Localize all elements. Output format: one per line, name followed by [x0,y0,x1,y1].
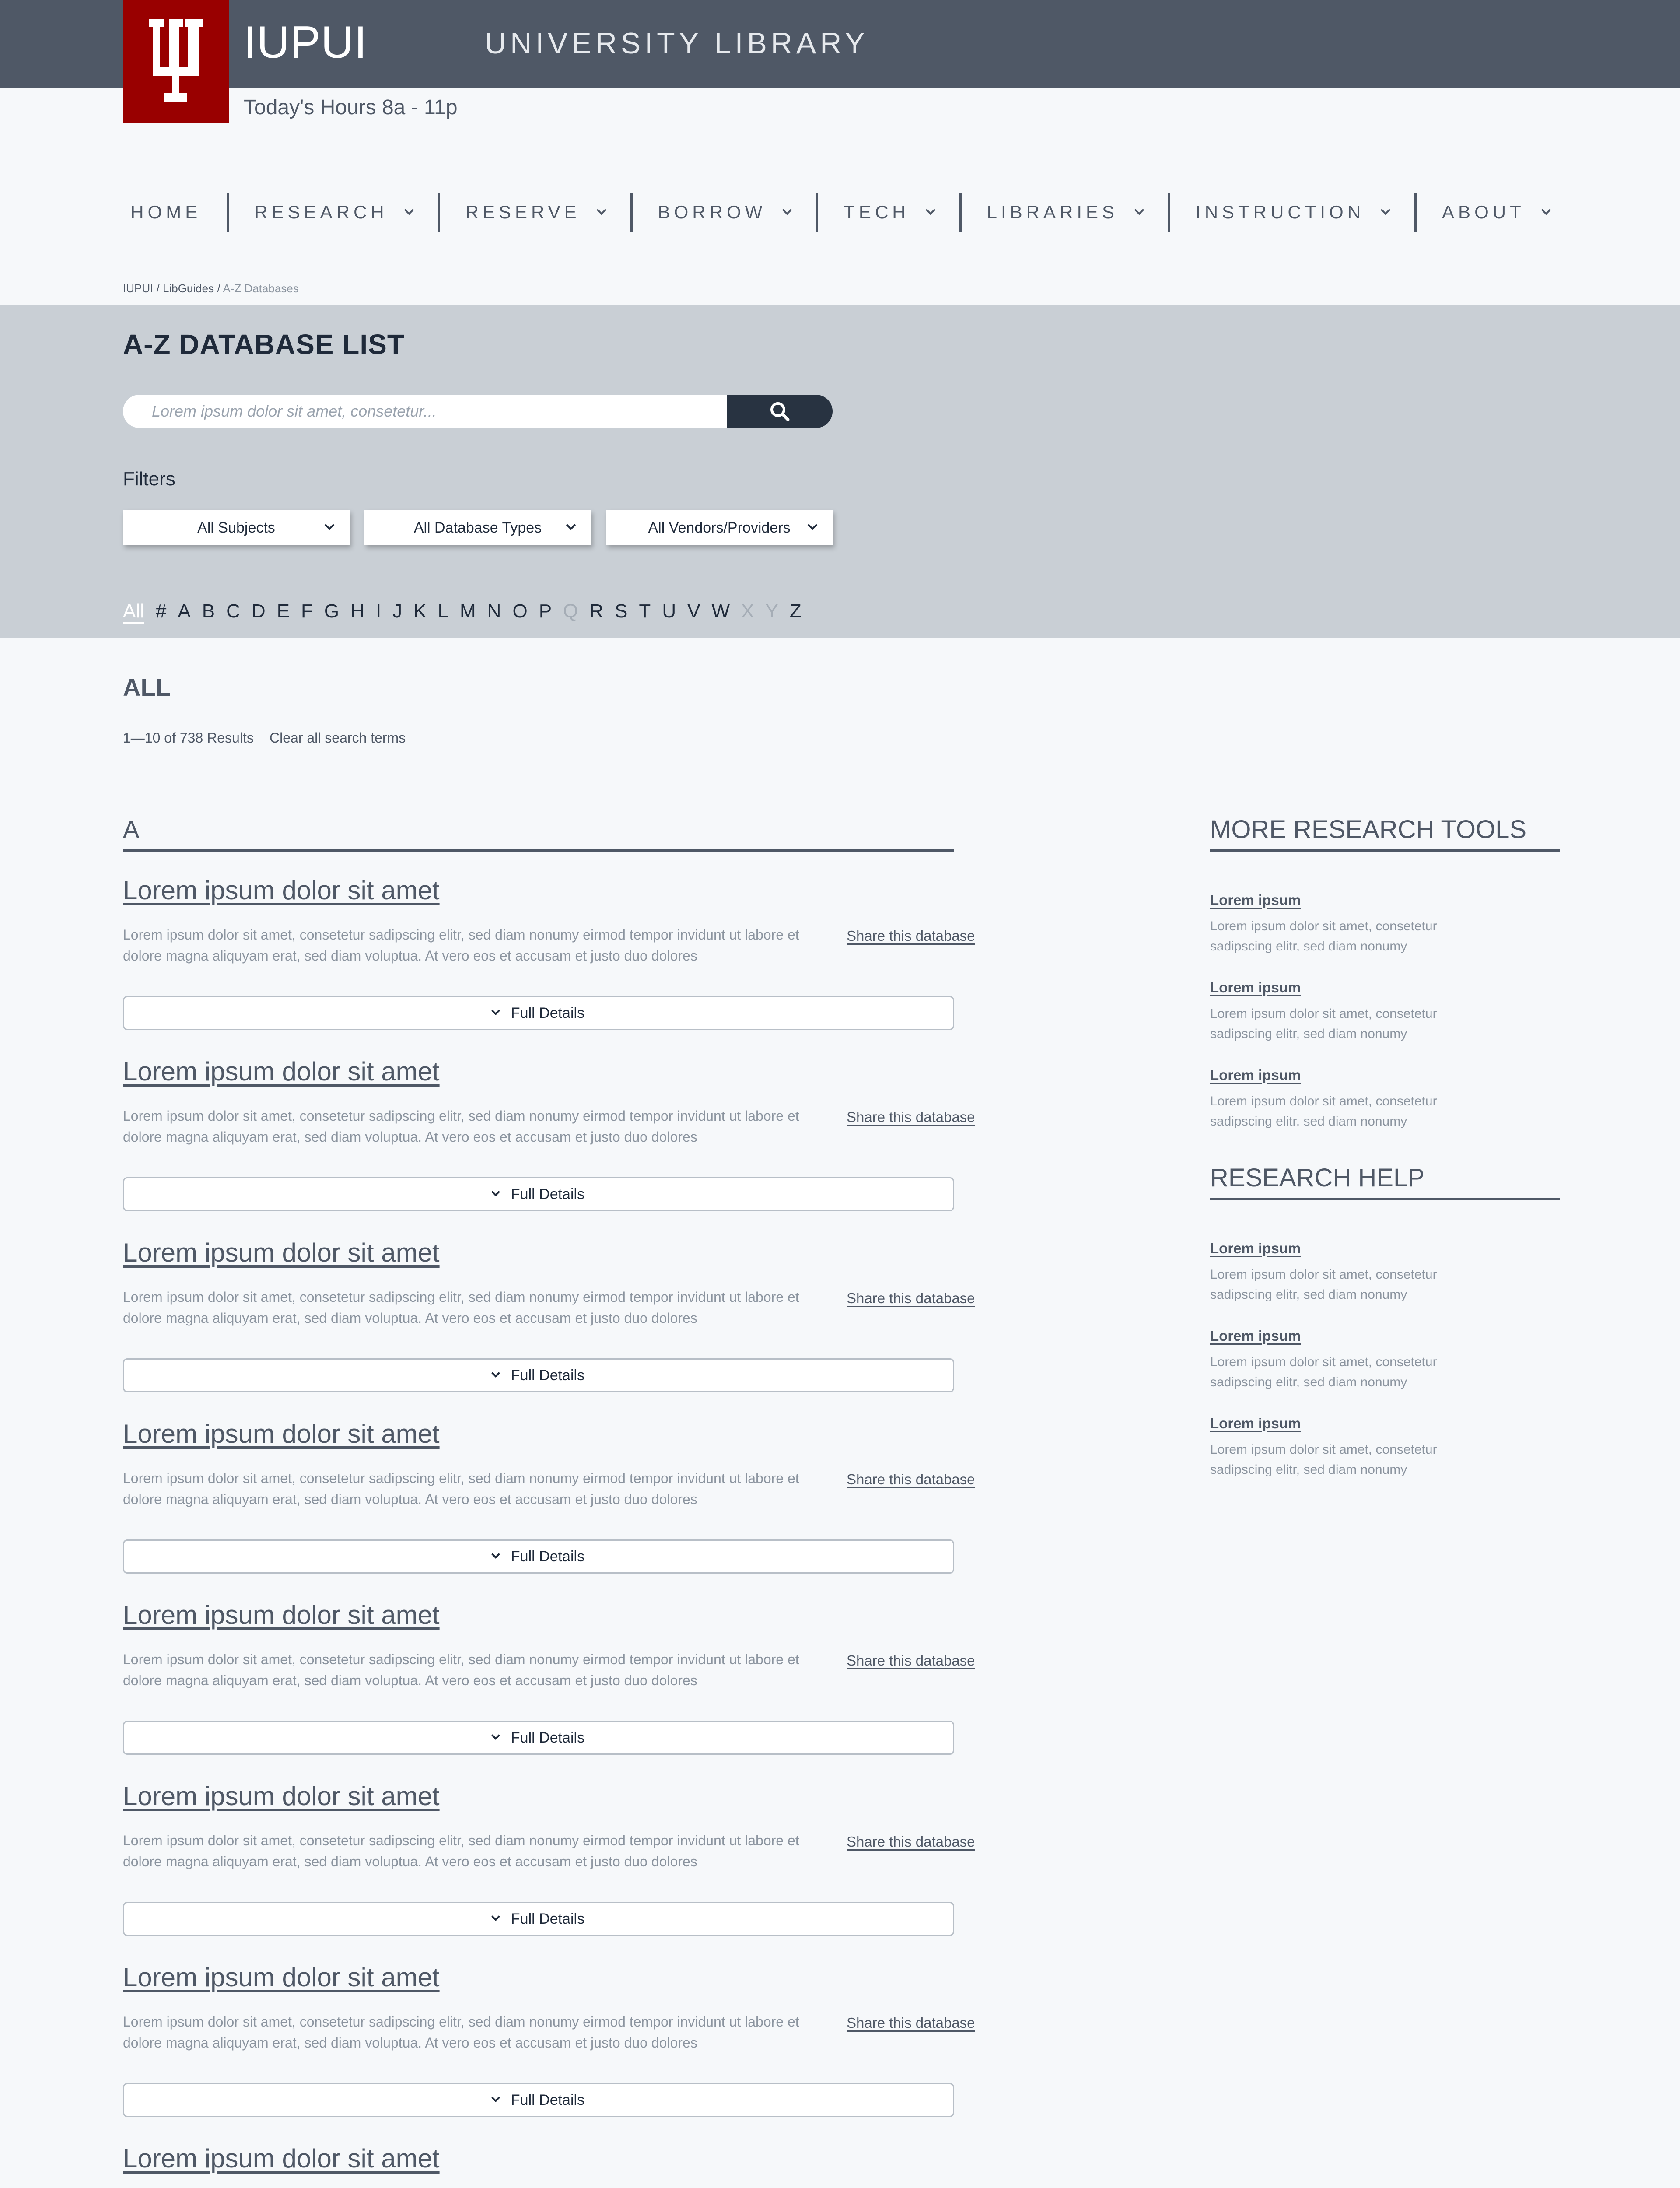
iu-trident-logo[interactable] [123,0,229,123]
database-entry [123,1600,976,1781]
alpha-filter-p[interactable]: P [539,600,552,622]
breadcrumb-current: A-Z Databases [223,282,299,295]
full-details-label: Full Details [511,1185,585,1203]
chevron-down-icon [1381,205,1391,215]
sidebar-description: Lorem ipsum dolor sit amet, consetetur sadipscing elitr, sed diam nonumy [1210,1355,1437,1389]
header-bar [0,0,1680,88]
search-band [0,305,1680,638]
database-description: Lorem ipsum dolor sit amet, consetetur sadipscing elitr, sed diam nonumy eirmod tempor invidunt ut labore et dolore magna aliquyam erat, sed diam voluptua. At vero eos et accusam et justo duo dolores [123,1833,799,1869]
alpha-filter-all[interactable]: All [123,600,144,624]
alpha-filter-f[interactable]: F [301,600,313,622]
filters-label: Filters [123,468,175,490]
full-details-label: Full Details [511,1004,585,1021]
breadcrumb-libguides[interactable]: LibGuides [163,282,214,295]
alpha-filter-a[interactable]: A [178,600,191,622]
main-nav [0,193,1680,232]
full-details-label: Full Details [511,1548,585,1565]
alpha-filter-r[interactable]: R [589,600,604,622]
database-title-link[interactable]: Lorem ipsum dolor sit amet [123,1781,440,1811]
search-input[interactable] [123,395,727,428]
nav-item-instruction[interactable] [1168,193,1414,232]
research-help-heading: RESEARCH HELP [1210,1163,1560,1200]
nav-item-about[interactable] [1414,193,1575,232]
alpha-filter-e[interactable]: E [276,600,290,622]
database-entry [123,2143,976,2188]
chevron-down-icon [808,520,818,530]
sidebar-link[interactable]: Lorem ipsum [1210,979,1301,996]
full-details-button[interactable] [123,1539,954,1574]
nav-item-label: RESERVE [465,202,581,222]
chevron-down-icon [596,205,606,215]
search-icon [769,400,791,422]
alpha-filter-t[interactable]: T [639,600,651,622]
alpha-filter-b[interactable]: B [202,600,215,622]
vendors-select[interactable] [606,510,833,545]
database-entry [123,1419,976,1600]
nav-item-label: BORROW [658,202,766,222]
sidebar-link[interactable]: Lorem ipsum [1210,1240,1301,1256]
share-database-link[interactable]: Share this database [847,1834,975,1850]
university-library-title[interactable]: UNIVERSITY LIBRARY [485,27,869,60]
sidebar-description: Lorem ipsum dolor sit amet, consetetur sadipscing elitr, sed diam nonumy [1210,919,1437,954]
database-entry [123,1781,976,1962]
alpha-filter-s[interactable]: S [615,600,628,622]
database-title-link[interactable]: Lorem ipsum dolor sit amet [123,1963,440,1992]
search-bar [123,395,833,428]
share-database-link[interactable]: Share this database [847,1290,975,1306]
nav-item-tech[interactable] [816,193,959,232]
sidebar-link[interactable]: Lorem ipsum [1210,1415,1301,1431]
sidebar-description: Lorem ipsum dolor sit amet, consetetur sadipscing elitr, sed diam nonumy [1210,1442,1437,1477]
database-title-link[interactable]: Lorem ipsum dolor sit amet [123,876,440,905]
share-database-link[interactable]: Share this database [847,1471,975,1487]
nav-item-label: ABOUT [1442,202,1525,222]
sidebar-description: Lorem ipsum dolor sit amet, consetetur sadipscing elitr, sed diam nonumy [1210,1267,1437,1302]
alpha-filter-k[interactable]: K [413,600,427,622]
brand-name[interactable]: IUPUI [244,17,368,68]
full-details-label: Full Details [511,1910,585,1927]
sidebar-link[interactable]: Lorem ipsum [1210,1328,1301,1344]
database-title-link[interactable]: Lorem ipsum dolor sit amet [123,1419,440,1448]
page-title: A-Z DATABASE LIST [123,329,405,360]
nav-item-libraries[interactable] [959,193,1168,232]
share-database-link[interactable]: Share this database [847,928,975,944]
database-description: Lorem ipsum dolor sit amet, consetetur sadipscing elitr, sed diam nonumy eirmod tempor invidunt ut labore et dolore magna aliquyam erat, sed diam voluptua. At vero eos et accusam et justo duo dolores [123,927,799,964]
alpha-filter-d[interactable]: D [251,600,266,622]
alpha-filter-o[interactable]: O [512,600,528,622]
alpha-filter-m[interactable]: M [460,600,476,622]
filter-row [123,510,833,545]
full-details-button[interactable] [123,1902,954,1936]
chevron-down-icon [925,205,935,215]
sidebar-description: Lorem ipsum dolor sit amet, consetetur sadipscing elitr, sed diam nonumy [1210,1006,1437,1041]
nav-item-research[interactable] [227,193,438,232]
alpha-filter-h[interactable]: H [350,600,364,622]
chevron-down-icon [1541,205,1551,215]
full-details-button[interactable] [123,1721,954,1755]
alpha-filter-c[interactable]: C [226,600,240,622]
chevron-down-icon [404,205,414,215]
letter-section-heading: A [123,815,954,852]
nav-item-label: HOME [130,202,202,222]
chevron-down-icon [491,1369,500,1378]
nav-item-label: LIBRARIES [987,202,1119,222]
chevron-down-icon [325,520,335,530]
trident-icon [141,15,211,107]
alpha-filter-x: X [741,600,754,622]
database-title-link[interactable]: Lorem ipsum dolor sit amet [123,2144,440,2173]
chevron-down-icon [782,205,792,215]
share-database-link[interactable]: Share this database [847,2015,975,2031]
breadcrumb-iupui[interactable]: IUPUI [123,282,154,295]
nav-item-label: TECH [844,202,910,222]
alpha-filter-l[interactable]: L [438,600,449,622]
chevron-down-icon [491,2093,500,2102]
chevron-down-icon [491,1550,500,1559]
alpha-filter-j[interactable]: J [392,600,402,622]
database-description: Lorem ipsum dolor sit amet, consetetur sadipscing elitr, sed diam nonumy eirmod tempor invidunt ut labore et dolore magna aliquyam erat, sed diam voluptua. At vero eos et accusam et justo duo dolores [123,1470,799,1507]
nav-item-home[interactable] [105,193,227,232]
nav-item-borrow[interactable] [630,193,816,232]
nav-item-label: RESEARCH [254,202,388,222]
database-description: Lorem ipsum dolor sit amet, consetetur sadipscing elitr, sed diam nonumy eirmod tempor invidunt ut labore et dolore magna aliquyam erat, sed diam voluptua. At vero eos et accusam et justo duo dolores [123,1289,799,1326]
clear-search-link[interactable]: Clear all search terms [270,730,406,746]
database-description: Lorem ipsum dolor sit amet, consetetur sadipscing elitr, sed diam nonumy eirmod tempor invidunt ut labore et dolore magna aliquyam erat, sed diam voluptua. At vero eos et accusam et justo duo dolores [123,1108,799,1145]
results-heading: ALL [123,673,171,701]
sidebar-description: Lorem ipsum dolor sit amet, consetetur sadipscing elitr, sed diam nonumy [1210,1094,1437,1129]
nav-item-reserve[interactable] [438,193,630,232]
breadcrumb [123,282,299,295]
chevron-down-icon [491,1731,500,1740]
sidebar-link[interactable]: Lorem ipsum [1210,892,1301,908]
sidebar-link[interactable]: Lorem ipsum [1210,1067,1301,1083]
full-details-button[interactable] [123,1177,954,1211]
database-entry [123,1056,976,1238]
research-tools-panel [1210,815,1560,1129]
search-button[interactable] [727,395,833,428]
full-details-label: Full Details [511,1367,585,1384]
alphabet-filter [123,600,813,624]
alpha-filter-q: Q [563,600,578,622]
database-entry [123,1238,976,1419]
database-description: Lorem ipsum dolor sit amet, consetetur sadipscing elitr, sed diam nonumy eirmod tempor invidunt ut labore et dolore magna aliquyam erat, sed diam voluptua. At vero eos et accusam et justo duo dolores [123,1652,799,1688]
database-description: Lorem ipsum dolor sit amet, consetetur sadipscing elitr, sed diam nonumy eirmod tempor invidunt ut labore et dolore magna aliquyam erat, sed diam voluptua. At vero eos et accusam et justo duo dolores [123,2014,799,2051]
share-database-link[interactable]: Share this database [847,1109,975,1125]
nav-item-label: INSTRUCTION [1196,202,1365,222]
chevron-down-icon [1134,205,1144,215]
database-entry [123,875,976,1056]
subjects-select-value: All Subjects [197,519,275,536]
share-database-link[interactable]: Share this database [847,1652,975,1669]
alpha-filter-z[interactable]: Z [789,600,802,622]
alpha-filter-y: Y [765,600,778,622]
database-types-select-value: All Database Types [413,519,542,536]
alpha-filter-g[interactable]: G [324,600,340,622]
subjects-select[interactable] [123,510,350,545]
database-title-link[interactable]: Lorem ipsum dolor sit amet [123,1600,440,1630]
vendors-select-value: All Vendors/Providers [648,519,791,536]
library-hours: Today's Hours 8a - 11p [244,96,458,119]
alpha-filter-w[interactable]: W [711,600,730,622]
alpha-filter-v[interactable]: V [687,600,700,622]
full-details-button[interactable] [123,2083,954,2117]
chevron-down-icon [491,1188,500,1196]
full-details-button[interactable] [123,996,954,1030]
database-types-select[interactable] [364,510,591,545]
alpha-filter-i[interactable]: I [375,600,382,622]
alpha-filter-n[interactable]: N [487,600,501,622]
chevron-down-icon [566,520,576,530]
breadcrumb-separator: / [214,282,223,295]
chevron-down-icon [491,1006,500,1015]
full-details-label: Full Details [511,1729,585,1746]
chevron-down-icon [491,1912,500,1921]
breadcrumb-separator: / [153,282,163,295]
database-title-link[interactable]: Lorem ipsum dolor sit amet [123,1238,440,1267]
full-details-label: Full Details [511,2091,585,2108]
alpha-filter-u[interactable]: U [662,600,676,622]
research-help-panel [1210,1163,1560,1477]
research-tools-heading: MORE RESEARCH TOOLS [1210,815,1560,852]
results-count: 1—10 of 738 Results [123,730,254,746]
database-title-link[interactable]: Lorem ipsum dolor sit amet [123,1057,440,1086]
alpha-filter-hash[interactable]: # [155,600,167,622]
database-entry [123,1962,976,2143]
full-details-button[interactable] [123,1358,954,1392]
